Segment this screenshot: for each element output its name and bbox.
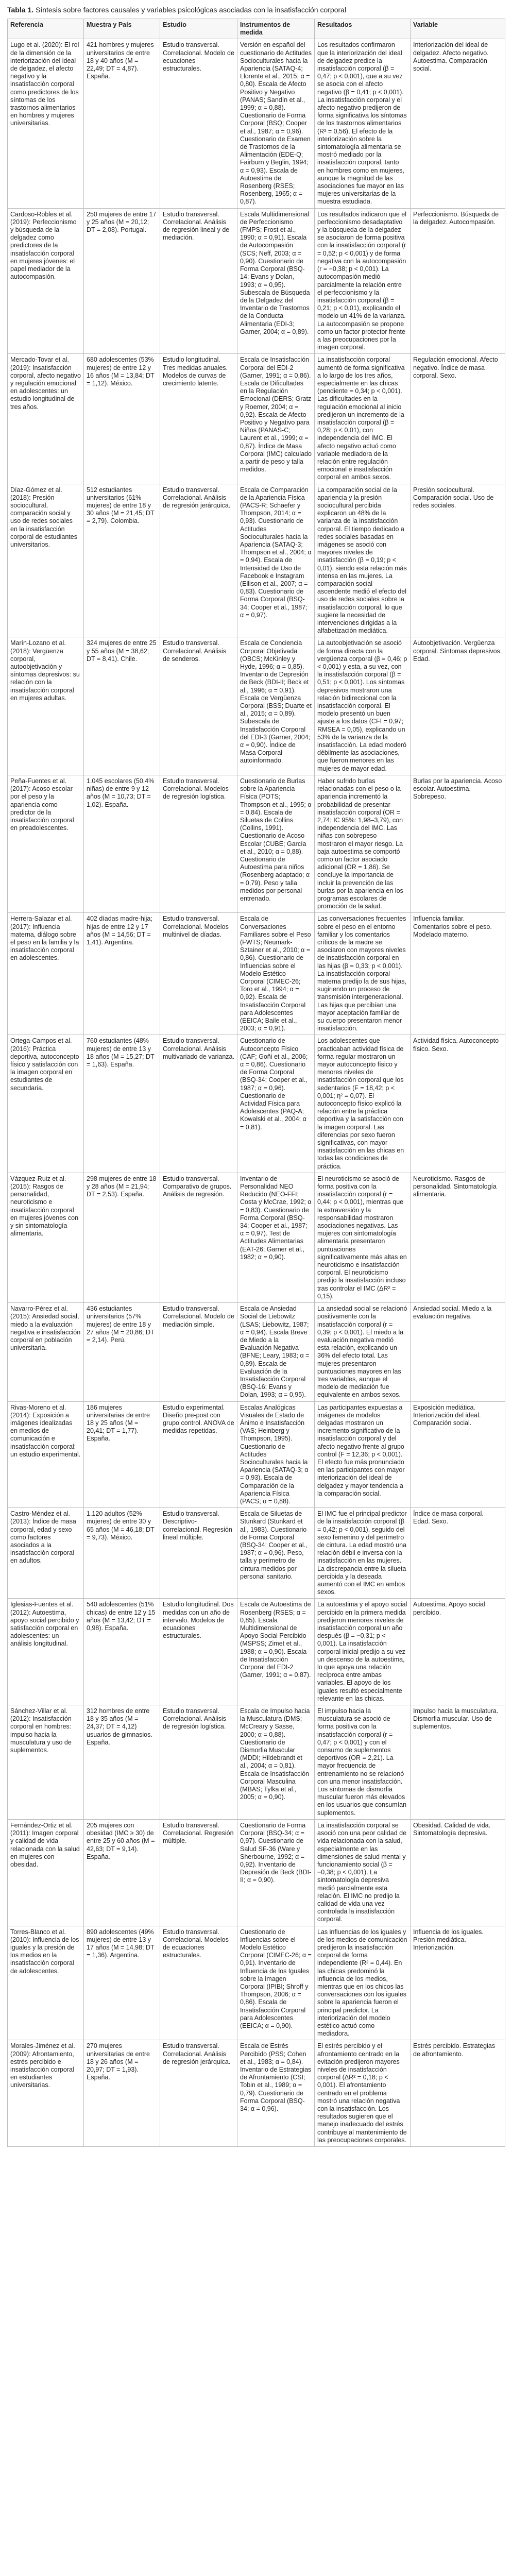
cell-muestra-pais: 312 hombres de entre 18 y 35 años (M = 24,37; DT = 4,12) usuarios de gimnasios. España.	[84, 1705, 160, 1820]
table-row	[8, 2040, 505, 2147]
table-row	[8, 1303, 505, 1401]
cell-resultados: La insatisfacción corporal aumentó de forma significativa a lo largo de los tres años, especialmente en las chicas (pendiente = 0,34; p < 0,001). Las dificultades en la regulación emocional al inicio predijeron un incremento de la insatisfacción corporal (β = 0,28; p < 0,01), con independencia del IMC. El afecto negativo actuó como variable mediadora de la relación entre regulación emocional e insatisfacción corporal en ambos sexos.	[315, 354, 411, 484]
cell-instrumentos: Escala de Conversaciones Familiares sobre el Peso (FWTS; Neumark-Sztainer et al., 2010; α = 0,86). Cuestionario de Influencias sobre el Modelo Estético Corporal (CIMEC-26; Toro et al., 1994; α = 0,92). Escala de Insatisfacción Corporal para Adolescentes (EEICA; Baile et al., 2003; α = 0,91).	[237, 913, 315, 1035]
cell-estudio: Estudio transversal. Correlacional. Modelos de ecuaciones estructurales.	[160, 1926, 237, 2040]
cell-variable: Estrés percibido. Estrategias de afrontamiento.	[411, 2040, 505, 2147]
cell-variable: Ansiedad social. Miedo a la evaluación negativa.	[411, 1303, 505, 1401]
cell-instrumentos: Inventario de Personalidad NEO Reducido (NEO-FFI; Costa y McCrae, 1992; α = 0,83). Cuestionario de Forma Corporal (BSQ-34; Cooper et al., 1987; α = 0,97). Test de Actitudes Alimentarias (EAT-26; Garner et al., 1982; α = 0,90).	[237, 1173, 315, 1302]
cell-estudio: Estudio transversal. Correlacional. Regresión múltiple.	[160, 1819, 237, 1926]
table-row	[8, 1401, 505, 1508]
table-row	[8, 39, 505, 208]
cell-variable: Exposición mediática. Interiorización del ideal. Comparación social.	[411, 1401, 505, 1508]
cell-variable: Presión sociocultural. Comparación social. Uso de redes sociales.	[411, 484, 505, 637]
cell-referencia: Rivas-Moreno et al. (2014): Exposición a imágenes idealizadas en medios de comunicación e insatisfacción corporal: un estudio experimental.	[8, 1401, 84, 1508]
cell-referencia: Peña-Fuentes et al. (2017): Acoso escolar por el peso y la apariencia como predictor de la insatisfacción corporal en preadolescentes.	[8, 775, 84, 912]
cell-referencia: Marín-Lozano et al. (2018): Vergüenza corporal, autoobjetivación y síntomas depresivos: su relación con la insatisfacción corporal en mujeres adultas.	[8, 637, 84, 775]
table-row	[8, 1599, 505, 1705]
table-row	[8, 1926, 505, 2040]
cell-referencia: Lugo et al. (2020): El rol de la dimensión de la interiorización del ideal de delgadez, el afecto negativo y la insatisfacción corporal como predictores de los síntomas de los trastornos alimentarios en hombres y mujeres universitarias.	[8, 39, 84, 208]
cell-instrumentos: Escala de Comparación de la Apariencia Física (PACS-R; Schaefer y Thompson, 2014; α = 0,93). Cuestionario de Actitudes Socioculturales hacia la Apariencia (SATAQ-3; Thompson et al., 2004; α = 0,94). Escala de Intensidad de Uso de Facebook e Instagram (Ellison et al., 2007; α = 0,83). Cuestionario de Forma Corporal (BSQ-34; Cooper et al., 1987; α = 0,97).	[237, 484, 315, 637]
cell-muestra-pais: 540 adolescentes (51% chicas) de entre 12 y 15 años (M = 13,42; DT = 0,98). España.	[84, 1599, 160, 1705]
cell-estudio: Estudio transversal. Correlacional. Análisis multivariado de varianza.	[160, 1035, 237, 1173]
cell-estudio: Estudio transversal. Correlacional. Análisis de regresión logística.	[160, 1705, 237, 1820]
cell-muestra-pais: 1.045 escolares (50,4% niñas) de entre 9 y 12 años (M = 10,73; DT = 1,02). España.	[84, 775, 160, 912]
header-muestra-pais: Muestra y País	[84, 19, 160, 39]
cell-estudio: Estudio experimental. Diseño pre-post con grupo control. ANOVA de medidas repetidas.	[160, 1401, 237, 1508]
cell-variable: Actividad física. Autoconcepto físico. Sexo.	[411, 1035, 505, 1173]
cell-muestra-pais: 402 díadas madre-hija; hijas de entre 12 y 17 años (M = 14,56; DT = 1,41). Argentina.	[84, 913, 160, 1035]
cell-resultados: La autoestima y el apoyo social percibido en la primera medida predijeron menores niveles de insatisfacción corporal un año después (β = −0,31; p < 0,001). La insatisfacción corporal inicial predijo a su vez un descenso de la autoestima, lo que apoya una relación recíproca entre ambas variables. El apoyo de los iguales resultó especialmente relevante en las chicas.	[315, 1599, 411, 1705]
cell-instrumentos: Cuestionario de Burlas sobre la Apariencia Física (POTS; Thompson et al., 1995; α = 0,84). Escala de Siluetas de Collins (Collins, 1991). Cuestionario de Acoso Escolar (CUBE; García et al., 2010; α = 0,88). Cuestionario de Autoestima para niños (Rosenberg adaptado; α = 0,79). Peso y talla medidos por personal entrenado.	[237, 775, 315, 912]
cell-resultados: Los resultados confirmaron que la interiorización del ideal de delgadez predice la insatisfacción corporal (β = 0,47; p < 0,001), que a su vez se asocia con el afecto negativo (β = 0,41; p < 0,001). La insatisfacción corporal y el afecto negativo predijeron de forma significativa los síntomas de los trastornos alimentarios (R² = 0,56). El efecto de la interiorización sobre la sintomatología alimentaria se mostró mediado por la insatisfacción corporal, tanto en hombres como en mujeres, aunque la magnitud de las asociaciones fue mayor en las mujeres universitarias de la muestra estudiada.	[315, 39, 411, 208]
cell-resultados: Los resultados indicaron que el perfeccionismo desadaptativo y la búsqueda de la delgadez se asociaron de forma positiva con la insatisfacción corporal (r = 0,52; p < 0,001) y de forma negativa con la autocompasión (r = −0,38; p < 0,001). La autocompasión medió parcialmente la relación entre el perfeccionismo y la insatisfacción corporal (β = 0,21; p < 0,01), explicando el modelo un 41% de la varianza. La autocompasión se propone como un factor protector frente a las preocupaciones por la imagen corporal.	[315, 208, 411, 354]
cell-referencia: Herrera-Salazar et al. (2017): Influencia materna, diálogo sobre el peso en la familia y la insatisfacción corporal en adolescentes.	[8, 913, 84, 1035]
table-caption-label: Tabla 1.	[7, 6, 34, 14]
cell-instrumentos: Escala de Conciencia Corporal Objetivada (OBCS; McKinley y Hyde, 1996; α = 0,85). Inventario de Depresión de Beck (BDI-II; Beck et al., 1996; α = 0,91). Escala de Vergüenza Corporal (BSS; Duarte et al., 2015; α = 0,89). Subescala de Insatisfacción Corporal del EDI-3 (Garner, 2004; α = 0,90). Índice de Masa Corporal autoinformado.	[237, 637, 315, 775]
cell-instrumentos: Escala de Insatisfacción Corporal del EDI-2 (Garner, 1991; α = 0,86). Escala de Dificultades en la Regulación Emocional (DERS; Gratz y Roemer, 2004; α = 0,92). Escala de Afecto Positivo y Negativo para Niños (PANAS-C; Laurent et al., 1999; α = 0,87). Índice de Masa Corporal (IMC) calculado a partir de peso y talla medidos.	[237, 354, 315, 484]
cell-estudio: Estudio transversal. Correlacional. Análisis de regresión lineal y de mediación.	[160, 208, 237, 354]
table-row	[8, 775, 505, 912]
table-row	[8, 1508, 505, 1599]
cell-referencia: Mercado-Tovar et al. (2019): Insatisfacción corporal, afecto negativo y regulación emocional en adolescentes: un estudio longitudinal de tres años.	[8, 354, 84, 484]
cell-referencia: Navarro-Pérez et al. (2015): Ansiedad social, miedo a la evaluación negativa e insatisfacción corporal en población universitaria.	[8, 1303, 84, 1401]
cell-muestra-pais: 890 adolescentes (49% mujeres) de entre 13 y 17 años (M = 14,98; DT = 1,36). Argentina.	[84, 1926, 160, 2040]
cell-estudio: Estudio transversal. Descriptivo-correlacional. Regresión lineal múltiple.	[160, 1508, 237, 1599]
cell-referencia: Torres-Blanco et al. (2010): Influencia de los iguales y la presión de los medios en la insatisfacción corporal de adolescentes.	[8, 1926, 84, 2040]
cell-resultados: La autoobjetivación se asoció de forma directa con la vergüenza corporal (β = 0,46; p < 0,001) y esta, a su vez, con la insatisfacción corporal (β = 0,51; p < 0,001). Los síntomas depresivos mostraron una relación bidireccional con la insatisfacción corporal. El modelo presentó un buen ajuste a los datos (CFI = 0,97; RMSEA = 0,05), explicando un 53% de la varianza de la insatisfacción. La edad moderó débilmente las asociaciones, que fueron menores en las mujeres de mayor edad.	[315, 637, 411, 775]
cell-referencia: Díaz-Gómez et al. (2018): Presión sociocultural, comparación social y uso de redes sociales en la insatisfacción corporal de estudiantes universitarios.	[8, 484, 84, 637]
header-variable: Variable	[411, 19, 505, 39]
cell-referencia: Castro-Méndez et al. (2013): Índice de masa corporal, edad y sexo como factores asociados a la insatisfacción corporal en adultos.	[8, 1508, 84, 1599]
header-estudio: Estudio	[160, 19, 237, 39]
cell-muestra-pais: 250 mujeres de entre 17 y 25 años (M = 20,12; DT = 2,08). Portugal.	[84, 208, 160, 354]
cell-instrumentos: Escalas Analógicas Visuales de Estado de Ánimo e Insatisfacción (VAS; Heinberg y Thompson, 1995). Cuestionario de Actitudes Socioculturales hacia la Apariencia (SATAQ-3; α = 0,93). Escala de Comparación de la Apariencia Física (PACS; α = 0,88).	[237, 1401, 315, 1508]
table-row	[8, 1705, 505, 1820]
table-row	[8, 637, 505, 775]
cell-variable: Regulación emocional. Afecto negativo. Índice de masa corporal. Sexo.	[411, 354, 505, 484]
cell-estudio: Estudio transversal. Correlacional. Análisis de senderos.	[160, 637, 237, 775]
cell-variable: Influencia familiar. Comentarios sobre el peso. Modelado materno.	[411, 913, 505, 1035]
cell-variable: Índice de masa corporal. Edad. Sexo.	[411, 1508, 505, 1599]
table-row	[8, 1173, 505, 1302]
cell-estudio: Estudio transversal. Correlacional. Análisis de regresión jerárquica.	[160, 2040, 237, 2147]
synthesis-table	[7, 19, 505, 2147]
cell-estudio: Estudio longitudinal. Dos medidas con un año de intervalo. Modelos de ecuaciones estructurales.	[160, 1599, 237, 1705]
cell-instrumentos: Escala de Siluetas de Stunkard (Stunkard et al., 1983). Cuestionario de Forma Corporal (BSQ-34; Cooper et al., 1987; α = 0,96). Peso, talla y perímetro de cintura medidos por personal sanitario.	[237, 1508, 315, 1599]
cell-variable: Burlas por la apariencia. Acoso escolar. Autoestima. Sobrepeso.	[411, 775, 505, 912]
cell-referencia: Morales-Jiménez et al. (2009): Afrontamiento, estrés percibido e insatisfacción corporal en estudiantes universitarias.	[8, 2040, 84, 2147]
cell-resultados: El impulso hacia la musculatura se asoció de forma positiva con la insatisfacción corporal (r = 0,47; p < 0,001) y con el consumo de suplementos deportivos (OR = 2,21). La mayor frecuencia de entrenamiento no se relacionó con una menor insatisfacción. Los síntomas de dismorfia muscular fueron más elevados en los usuarios que consumían suplementos.	[315, 1705, 411, 1820]
cell-muestra-pais: 324 mujeres de entre 25 y 55 años (M = 38,62; DT = 8,41). Chile.	[84, 637, 160, 775]
cell-instrumentos: Cuestionario de Autoconcepto Físico (CAF; Goñi et al., 2006; α = 0,86). Cuestionario de Forma Corporal (BSQ-34; Cooper et al., 1987; α = 0,96). Cuestionario de Actividad Física para Adolescentes (PAQ-A; Kowalski et al., 2004; α = 0,81).	[237, 1035, 315, 1173]
cell-variable: Autoestima. Apoyo social percibido.	[411, 1599, 505, 1705]
cell-estudio: Estudio transversal. Correlacional. Modelos multinivel de díadas.	[160, 913, 237, 1035]
cell-instrumentos: Escala de Ansiedad Social de Liebowitz (LSAS; Liebowitz, 1987; α = 0,94). Escala Breve de Miedo a la Evaluación Negativa (BFNE; Leary, 1983; α = 0,89). Escala de Evaluación de la Insatisfacción Corporal (BSQ-16; Evans y Dolan, 1993; α = 0,95).	[237, 1303, 315, 1401]
cell-referencia: Ortega-Campos et al. (2016): Práctica deportiva, autoconcepto físico y satisfacción con la imagen corporal en estudiantes de secundaria.	[8, 1035, 84, 1173]
cell-resultados: El IMC fue el principal predictor de la insatisfacción corporal (β = 0,42; p < 0,001), seguido del sexo femenino y del perímetro de cintura. La edad mostró una relación débil e inversa con la insatisfacción en las mujeres. La discrepancia entre la silueta percibida y la deseada aumentó con el IMC en ambos sexos.	[315, 1508, 411, 1599]
cell-instrumentos: Cuestionario de Forma Corporal (BSQ-34; α = 0,97). Cuestionario de Salud SF-36 (Ware y Sherbourne, 1992; α = 0,92). Inventario de Depresión de Beck (BDI-II; α = 0,90).	[237, 1819, 315, 1926]
cell-muestra-pais: 186 mujeres universitarias de entre 18 y 25 años (M = 20,41; DT = 1,77). España.	[84, 1401, 160, 1508]
cell-estudio: Estudio transversal. Correlacional. Modelos de regresión logística.	[160, 775, 237, 912]
cell-muestra-pais: 512 estudiantes universitarios (61% mujeres) de entre 18 y 30 años (M = 21,45; DT = 2,79). Colombia.	[84, 484, 160, 637]
cell-instrumentos: Escala de Estrés Percibido (PSS; Cohen et al., 1983; α = 0,84). Inventario de Estrategias de Afrontamiento (CSI; Tobin et al., 1989; α = 0,79). Cuestionario de Forma Corporal (BSQ-34; α = 0,96).	[237, 2040, 315, 2147]
table-row	[8, 913, 505, 1035]
cell-resultados: La insatisfacción corporal se asoció con una peor calidad de vida relacionada con la salud, especialmente en las dimensiones de salud mental y funcionamiento social (β = −0,38; p < 0,001). La sintomatología depresiva medió parcialmente esta relación. El IMC no predijo la calidad de vida una vez controlada la insatisfacción corporal.	[315, 1819, 411, 1926]
cell-estudio: Estudio longitudinal. Tres medidas anuales. Modelos de curvas de crecimiento latente.	[160, 354, 237, 484]
table-row	[8, 484, 505, 637]
header-referencia: Referencia	[8, 19, 84, 39]
cell-estudio: Estudio transversal. Correlacional. Modelo de mediación simple.	[160, 1303, 237, 1401]
cell-estudio: Estudio transversal. Comparativo de grupos. Análisis de regresión.	[160, 1173, 237, 1302]
cell-instrumentos: Escala de Autoestima de Rosenberg (RSES; α = 0,85). Escala Multidimensional de Apoyo Social Percibido (MSPSS; Zimet et al., 1988; α = 0,90). Escala de Insatisfacción Corporal del EDI-2 (Garner, 1991; α = 0,87).	[237, 1599, 315, 1705]
cell-resultados: Las participantes expuestas a imágenes de modelos delgadas mostraron un incremento significativo de la insatisfacción corporal y del afecto negativo frente al grupo control (F = 12,36; p < 0,001). El efecto fue más pronunciado en las participantes con mayor interiorización del ideal de delgadez y mayor tendencia a la comparación social.	[315, 1401, 411, 1508]
cell-instrumentos: Escala Multidimensional de Perfeccionismo (FMPS; Frost et al., 1990; α = 0,91). Escala de Autocompasión (SCS; Neff, 2003; α = 0,90). Cuestionario de Forma Corporal (BSQ-14; Evans y Dolan, 1993; α = 0,95). Subescala de Búsqueda de la Delgadez del Inventario de Trastornos de la Conducta Alimentaria (EDI-3; Garner, 2004; α = 0,89).	[237, 208, 315, 354]
cell-resultados: Las conversaciones frecuentes sobre el peso en el entorno familiar y los comentarios críticos de la madre se asociaron con mayores niveles de insatisfacción corporal en las hijas (β = 0,33; p < 0,001). La insatisfacción corporal materna predijo la de sus hijas, sugiriendo un proceso de transmisión intergeneracional. Las hijas que percibían una mayor aceptación familiar de su cuerpo presentaron menor insatisfacción.	[315, 913, 411, 1035]
cell-instrumentos: Escala de Impulso hacia la Musculatura (DMS; McCreary y Sasse, 2000; α = 0,88). Cuestionario de Dismorfia Muscular (MDDI; Hildebrandt et al., 2004; α = 0,81). Escala de Insatisfacción Corporal Masculina (MBAS; Tylka et al., 2005; α = 0,90).	[237, 1705, 315, 1820]
header-resultados: Resultados	[315, 19, 411, 39]
table-body	[8, 39, 505, 2147]
table-row	[8, 208, 505, 354]
cell-resultados: Haber sufrido burlas relacionadas con el peso o la apariencia incrementó la probabilidad de presentar insatisfacción corporal (OR = 2,74; IC 95%: 1,98–3,79), con independencia del IMC. Las niñas con sobrepeso mostraron el mayor riesgo. La baja autoestima se comportó como un factor asociado adicional (OR = 1,86). Se concluye la importancia de incluir la prevención de las burlas por la apariencia en los programas escolares de promoción de la salud.	[315, 775, 411, 912]
cell-muestra-pais: 298 mujeres de entre 18 y 28 años (M = 21,94; DT = 2,53). España.	[84, 1173, 160, 1302]
cell-resultados: El estrés percibido y el afrontamiento centrado en la evitación predijeron mayores niveles de insatisfacción corporal (ΔR² = 0,18; p < 0,001). El afrontamiento centrado en el problema mostró una relación negativa con la insatisfacción. Los resultados sugieren que el manejo inadecuado del estrés contribuye al mantenimiento de las preocupaciones corporales.	[315, 2040, 411, 2147]
cell-variable: Autoobjetivación. Vergüenza corporal. Síntomas depresivos. Edad.	[411, 637, 505, 775]
cell-muestra-pais: 1.120 adultos (52% mujeres) de entre 30 y 65 años (M = 46,18; DT = 9,73). México.	[84, 1508, 160, 1599]
cell-resultados: El neuroticismo se asoció de forma positiva con la insatisfacción corporal (r = 0,44; p < 0,001), mientras que la extraversión y la responsabilidad mostraron asociaciones negativas. Las mujeres con sintomatología alimentaria presentaron puntuaciones significativamente más altas en neuroticismo e insatisfacción corporal. El neuroticismo predijo la insatisfacción incluso tras controlar el IMC (ΔR² = 0,15).	[315, 1173, 411, 1302]
table-header-row	[8, 19, 505, 39]
cell-muestra-pais: 760 estudiantes (48% mujeres) de entre 13 y 18 años (M = 15,27; DT = 1,63). España.	[84, 1035, 160, 1173]
cell-muestra-pais: 270 mujeres universitarias de entre 18 y 26 años (M = 20,97; DT = 1,93). España.	[84, 2040, 160, 2147]
cell-instrumentos: Cuestionario de Influencias sobre el Modelo Estético Corporal (CIMEC-26; α = 0,91). Inventario de Influencia de los Iguales sobre la Imagen Corporal (IPIBI; Shroff y Thompson, 2006; α = 0,86). Escala de Insatisfacción Corporal para Adolescentes (EEICA; α = 0,90).	[237, 1926, 315, 2040]
cell-referencia: Sánchez-Villar et al. (2012): Insatisfacción corporal en hombres: impulso hacia la musculatura y uso de suplementos.	[8, 1705, 84, 1820]
cell-estudio: Estudio transversal. Correlacional. Modelo de ecuaciones estructurales.	[160, 39, 237, 208]
cell-resultados: Los adolescentes que practicaban actividad física de forma regular mostraron un mayor autoconcepto físico y menores niveles de insatisfacción corporal que los sedentarios (F = 18,42; p < 0,001; η² = 0,07). El autoconcepto físico explicó la relación entre la práctica deportiva y la satisfacción con la imagen corporal. Las diferencias por sexo fueron significativas, con mayor insatisfacción en las chicas en todas las condiciones de práctica.	[315, 1035, 411, 1173]
table-row	[8, 1819, 505, 1926]
cell-variable: Perfeccionismo. Búsqueda de la delgadez. Autocompasión.	[411, 208, 505, 354]
cell-referencia: Vázquez-Ruiz et al. (2015): Rasgos de personalidad, neuroticismo e insatisfacción corporal en mujeres jóvenes con y sin sintomatología alimentaria.	[8, 1173, 84, 1302]
cell-variable: Influencia de los iguales. Presión mediática. Interiorización.	[411, 1926, 505, 2040]
cell-instrumentos: Versión en español del cuestionario de Actitudes Socioculturales hacia la Apariencia (SATAQ-4; Llorente et al., 2015; α = 0,80). Escala de Afecto Positivo y Negativo (PANAS; Sandín et al., 1999; α = 0,88). Cuestionario de Forma Corporal (BSQ; Cooper et al., 1987; α = 0,96). Cuestionario de Examen de Trastornos de la Alimentación (EDE-Q; Fairburn y Beglin, 1994; α = 0,93). Escala de Autoestima de Rosenberg (RSES; Rosenberg, 1965; α = 0,87).	[237, 39, 315, 208]
cell-muestra-pais: 421 hombres y mujeres universitarios de entre 18 y 40 años (M = 22,49; DT = 4,87). España.	[84, 39, 160, 208]
header-instrumentos: Instrumentos de medida	[237, 19, 315, 39]
cell-referencia: Cardoso-Robles et al. (2019): Perfeccionismo y búsqueda de la delgadez como predictores de la insatisfacción corporal en mujeres jóvenes: el papel mediador de la autocompasión.	[8, 208, 84, 354]
table-row	[8, 1035, 505, 1173]
cell-muestra-pais: 436 estudiantes universitarios (57% mujeres) de entre 18 y 27 años (M = 20,86; DT = 2,14). Perú.	[84, 1303, 160, 1401]
cell-resultados: Las influencias de los iguales y de los medios de comunicación predijeron la insatisfacción corporal de forma independiente (R² = 0,44). En las chicas predominó la influencia de los medios, mientras que en los chicos las conversaciones con los iguales sobre la apariencia fueron el principal predictor. La interiorización del modelo estético actuó como mediadora.	[315, 1926, 411, 2040]
cell-variable: Obesidad. Calidad de vida. Sintomatología depresiva.	[411, 1819, 505, 1926]
cell-referencia: Iglesias-Fuentes et al. (2012): Autoestima, apoyo social percibido y satisfacción corporal en adolescentes: un análisis longitudinal.	[8, 1599, 84, 1705]
cell-estudio: Estudio transversal. Correlacional. Análisis de regresión jerárquica.	[160, 484, 237, 637]
table-caption	[7, 5, 505, 14]
cell-referencia: Fernández-Ortiz et al. (2011): Imagen corporal y calidad de vida relacionada con la salud en mujeres con obesidad.	[8, 1819, 84, 1926]
table-caption-text: Síntesis sobre factores causales y variables psicológicas asociadas con la insatisfacción corporal	[35, 6, 347, 14]
cell-resultados: La ansiedad social se relacionó positivamente con la insatisfacción corporal (r = 0,39; p < 0,001). El miedo a la evaluación negativa medió esta relación, explicando un 36% del efecto total. Las mujeres presentaron puntuaciones mayores en las tres variables, aunque el modelo de mediación fue equivalente en ambos sexos.	[315, 1303, 411, 1401]
table-row	[8, 354, 505, 484]
cell-muestra-pais: 680 adolescentes (53% mujeres) de entre 12 y 16 años (M = 13,84; DT = 1,12). México.	[84, 354, 160, 484]
cell-variable: Neuroticismo. Rasgos de personalidad. Sintomatología alimentaria.	[411, 1173, 505, 1302]
cell-muestra-pais: 205 mujeres con obesidad (IMC ≥ 30) de entre 25 y 60 años (M = 42,63; DT = 9,14). España.	[84, 1819, 160, 1926]
cell-variable: Interiorización del ideal de delgadez. Afecto negativo. Autoestima. Comparación social.	[411, 39, 505, 208]
cell-resultados: La comparación social de la apariencia y la presión sociocultural percibida explicaron un 48% de la varianza de la insatisfacción corporal. El tiempo dedicado a redes sociales basadas en imágenes se asoció con mayores niveles de insatisfacción (β = 0,19; p < 0,01), siendo esta relación más intensa en las mujeres. La comparación social ascendente medió el efecto del uso de redes sociales sobre la insatisfacción corporal, lo que sugiere la necesidad de intervenciones dirigidas a la alfabetización mediática.	[315, 484, 411, 637]
cell-variable: Impulso hacia la musculatura. Dismorfia muscular. Uso de suplementos.	[411, 1705, 505, 1820]
